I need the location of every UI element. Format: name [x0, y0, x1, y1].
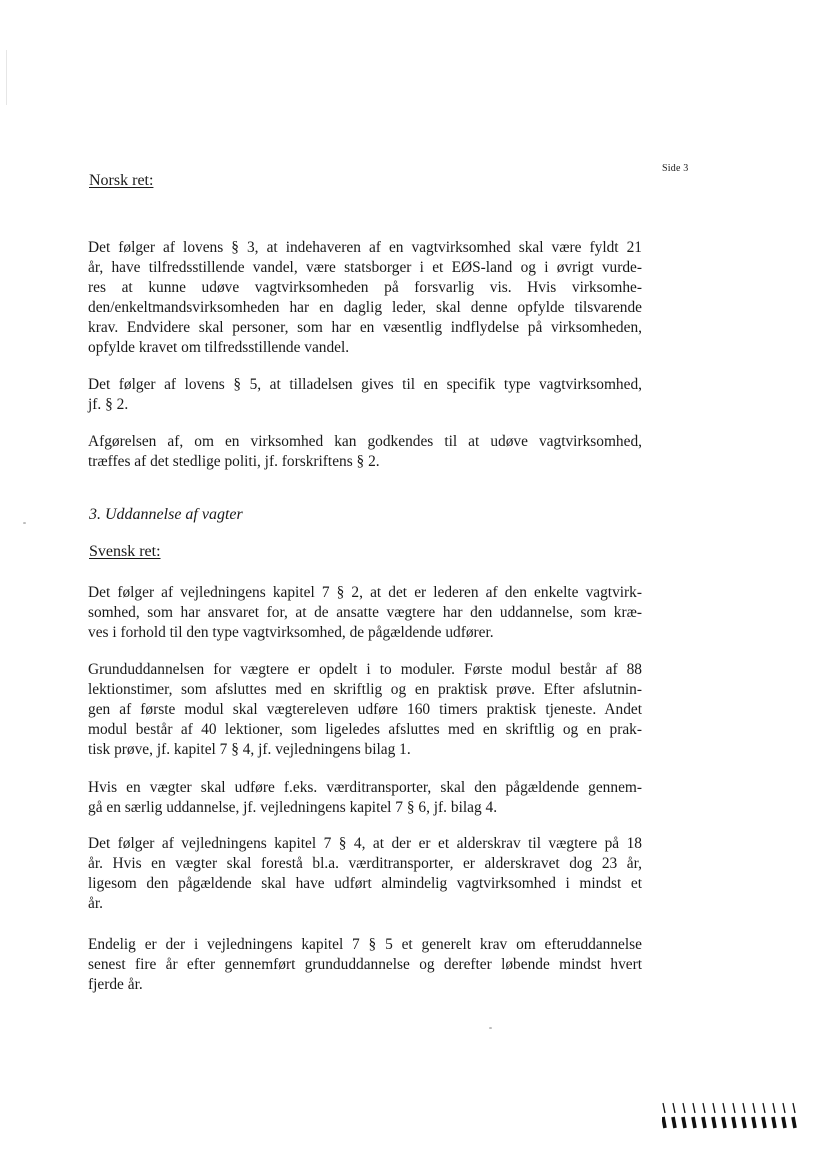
text-line: Hvis en vægter skal udføre f.eks. værditransporter, skal den pågældende gennem- — [88, 779, 642, 796]
text-line: Grunduddannelsen for vægtere er opdelt i to moduler. Første modul består af 88 — [88, 661, 642, 678]
scan-speck — [489, 1027, 492, 1029]
paragraph-norsk-3 — [88, 432, 642, 472]
paragraph-svensk-2 — [88, 660, 642, 760]
barcode-icon — [662, 1101, 798, 1129]
text-line: senest fire år efter gennemført grunduddannelse og derefter løbende mindst hvert — [88, 956, 642, 973]
paragraph-svensk-4 — [88, 834, 642, 914]
page-number: Side 3 — [662, 163, 689, 174]
text-line: Afgørelsen af, om en virksomhed kan godkendes til at udøve vagtvirksomhed, — [88, 433, 642, 450]
text-line: Det følger af vejledningens kapitel 7 § 4, at der er et alderskrav til vægtere på 18 — [88, 835, 642, 852]
text-line: lektionstimer, som afsluttes med en skriftlig og en praktisk prøve. Efter afslutnin- — [88, 681, 642, 698]
text-line: gen af første modul skal vægtereleven udføre 160 timers praktisk tjeneste. Andet — [88, 701, 642, 718]
paragraph-norsk-2 — [88, 375, 642, 415]
text-line: jf. § 2. — [88, 396, 129, 413]
text-line: den/enkeltmandsvirksomheden har en daglig leder, skal denne opfylde tilsvarende — [88, 299, 642, 316]
text-line: Det følger af vejledningens kapitel 7 § 2, at det er lederen af den enkelte vagtvirk- — [88, 584, 642, 601]
text-line: ves i forhold til den type vagtvirksomhed, de pågældende udfører. — [88, 624, 494, 641]
paragraph-svensk-1 — [88, 583, 642, 643]
text-line: res at kunne udøve vagtvirksomheden på forsvarlig vis. Hvis virksomhe- — [88, 279, 642, 296]
scan-speck — [23, 522, 26, 524]
text-line: fjerde år. — [88, 976, 143, 993]
text-line: krav. Endvidere skal personer, som har en væsentlig indflydelse på virksomheden, — [88, 319, 642, 336]
text-line: år, have tilfredsstillende vandel, være statsborger i et EØS-land og i øvrigt vurde- — [88, 259, 642, 276]
text-line: år. Hvis en vægter skal forestå bl.a. værditransporter, er alderskravet dog 23 år, — [88, 855, 642, 872]
text-line: træffes af det stedlige politi, jf. forskriftens § 2. — [88, 453, 380, 470]
text-line: Det følger af lovens § 5, at tilladelsen gives til en specifik type vagtvirksomhed, — [88, 376, 642, 393]
text-line: opfylde kravet om tilfredsstillende vandel. — [88, 339, 350, 356]
text-line: gå en særlig uddannelse, jf. vejledningens kapitel 7 § 6, jf. bilag 4. — [88, 799, 498, 816]
paragraph-norsk-1 — [88, 238, 642, 358]
text-line: ligesom den pågældende skal have udført almindelig vagtvirksomhed i mindst et — [88, 875, 642, 892]
text-line: modul består af 40 lektioner, som ligeledes afsluttes med en skriftlig og en prak- — [88, 721, 642, 738]
scan-edge-mark — [6, 50, 7, 105]
heading-svensk-ret: Svensk ret: — [89, 543, 161, 560]
text-line: somhed, som har ansvaret for, at de ansatte vægtere har den uddannelse, som kræ- — [88, 604, 642, 621]
text-line: år. — [88, 895, 103, 912]
section-title-uddannelse: 3. Uddannelse af vagter — [89, 506, 243, 523]
text-line: Det følger af lovens § 3, at indehaveren af en vagtvirksomhed skal være fyldt 21 — [88, 239, 642, 256]
paragraph-svensk-5 — [88, 935, 642, 995]
paragraph-svensk-3 — [88, 778, 642, 818]
text-line: tisk prøve, jf. kapitel 7 § 4, jf. vejledningens bilag 1. — [88, 741, 411, 758]
text-line: Endelig er der i vejledningens kapitel 7 § 5 et generelt krav om efteruddannelse — [88, 936, 642, 953]
heading-norsk-ret: Norsk ret: — [89, 172, 154, 189]
